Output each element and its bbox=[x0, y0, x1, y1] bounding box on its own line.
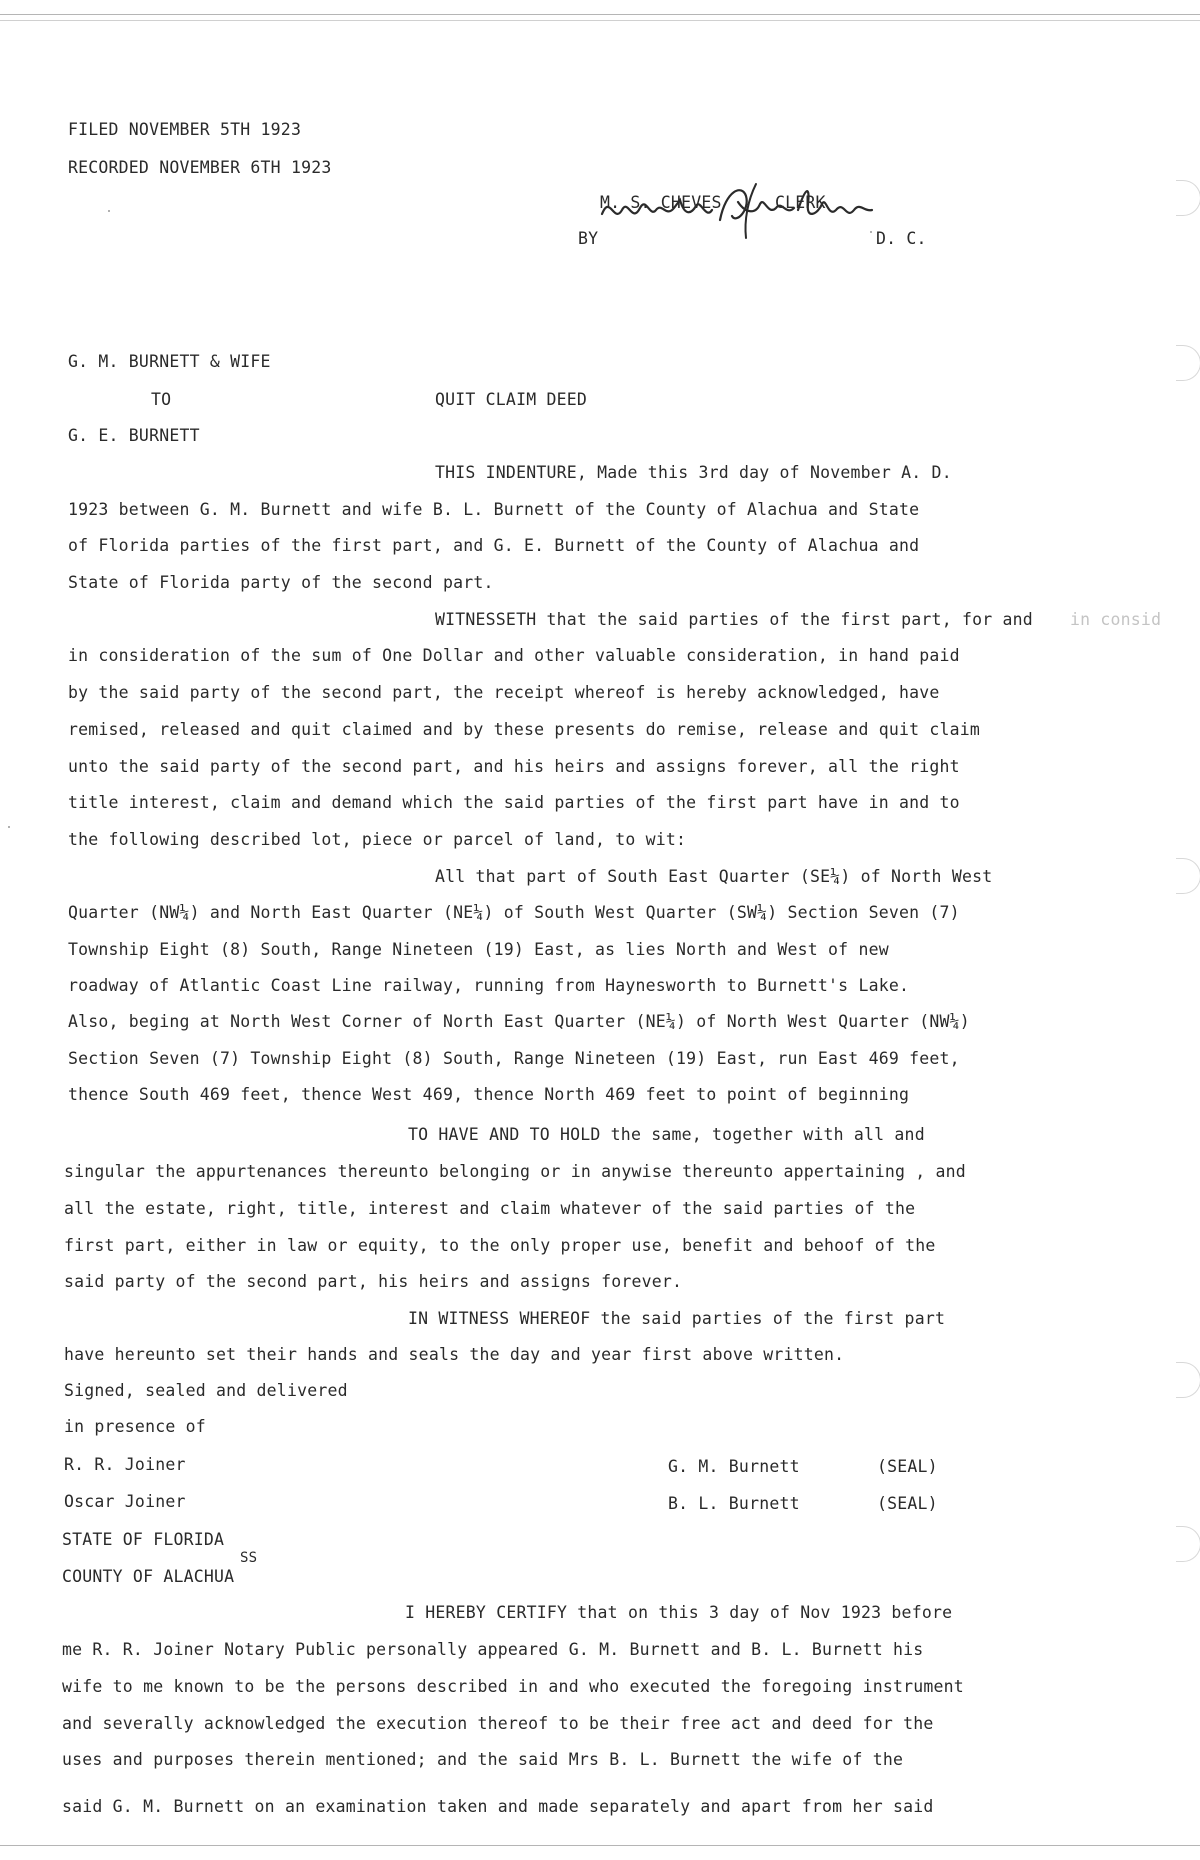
body-line: in consideration of the sum of One Dollar and other valuable consideration, in hand paid bbox=[68, 646, 960, 665]
body-line: of Florida parties of the first part, and G. E. Burnett of the County of Alachua and bbox=[68, 536, 920, 555]
in-presence: in presence of bbox=[64, 1417, 206, 1436]
clerk-signature bbox=[596, 180, 886, 250]
certificate-line: me R. R. Joiner Notary Public personally appeared G. M. Burnett and B. L. Burnett his bbox=[62, 1640, 924, 1659]
body-line: Quarter (NW¼) and North East Quarter (NE¼) of South West Quarter (SW¼) Section Seven (7) bbox=[68, 903, 960, 922]
body-line: Section Seven (7) Township Eight (8) South, Range Nineteen (19) East, run East 469 feet, bbox=[68, 1049, 960, 1068]
seal-label: (SEAL) bbox=[877, 1494, 938, 1513]
body-line: All that part of South East Quarter (SE¼) of North West bbox=[435, 867, 993, 886]
body-line: TO HAVE AND TO HOLD the same, together with all and bbox=[408, 1125, 925, 1144]
punch-hole bbox=[1176, 858, 1200, 894]
body-line: have hereunto set their hands and seals the day and year first above written. bbox=[64, 1345, 845, 1364]
seal-label: (SEAL) bbox=[877, 1457, 938, 1476]
speck bbox=[108, 210, 110, 212]
certificate-line: I HEREBY CERTIFY that on this 3 day of Nov 1923 before bbox=[405, 1603, 953, 1622]
certificate-line: said G. M. Burnett on an examination taken and made separately and apart from her said bbox=[62, 1797, 934, 1816]
body-line: Township Eight (8) South, Range Nineteen (19) East, as lies North and West of new bbox=[68, 940, 889, 959]
clerk-name: M. S. CHEVES bbox=[600, 193, 722, 212]
body-line: roadway of Atlantic Coast Line railway, running from Haynesworth to Burnett's Lake. bbox=[68, 976, 910, 995]
punch-hole bbox=[1176, 1362, 1200, 1398]
top-rule bbox=[0, 14, 1200, 15]
certificate-line: and severally acknowledged the execution thereof to be their free act and deed for the bbox=[62, 1714, 934, 1733]
punch-hole bbox=[1176, 180, 1200, 216]
grantor: G. M. BURNETT & WIFE bbox=[68, 352, 271, 371]
deed-type: QUIT CLAIM DEED bbox=[435, 390, 588, 409]
body-line: Also, beging at North West Corner of North East Quarter (NE¼) of North West Quarter (NW¼) bbox=[68, 1012, 970, 1031]
speck bbox=[8, 826, 10, 828]
body-line: first part, either in law or equity, to the only proper use, benefit and behoof of the bbox=[64, 1236, 936, 1255]
certificate-line: wife to me known to be the persons described in and who executed the foregoing instrument bbox=[62, 1677, 964, 1696]
clerk-title: CLERK bbox=[775, 193, 826, 212]
signer-name: G. M. Burnett bbox=[668, 1457, 800, 1476]
body-line: IN WITNESS WHEREOF the said parties of the first part bbox=[408, 1309, 946, 1328]
body-line: remised, released and quit claimed and by these presents do remise, release and quit claim bbox=[68, 720, 981, 739]
filed-date: FILED NOVEMBER 5TH 1923 bbox=[68, 120, 302, 139]
body-line: State of Florida party of the second part. bbox=[68, 573, 494, 592]
body-line: title interest, claim and demand which the said parties of the first part have in and to bbox=[68, 793, 960, 812]
body-line: thence South 469 feet, thence West 469, thence North 469 feet to point of beginning bbox=[68, 1085, 910, 1104]
body-line: WITNESSETH that the said parties of the first part, for and bbox=[435, 610, 1033, 629]
by-label: BY bbox=[578, 229, 599, 248]
witness-name: R. R. Joiner bbox=[64, 1455, 186, 1474]
top-rule-2 bbox=[0, 20, 1200, 21]
dc-label: D. C. bbox=[876, 229, 927, 248]
recorded-date: RECORDED NOVEMBER 6TH 1923 bbox=[68, 158, 332, 177]
body-line: singular the appurtenances thereunto belonging or in anywise thereunto appertaining , and bbox=[64, 1162, 966, 1181]
to-label: TO bbox=[151, 390, 172, 409]
punch-hole bbox=[1176, 345, 1200, 381]
punch-hole bbox=[1176, 1526, 1200, 1562]
signed-sealed: Signed, sealed and delivered bbox=[64, 1381, 348, 1400]
faint-text: in consid bbox=[1070, 610, 1162, 629]
venue-state: STATE OF FLORIDA bbox=[62, 1530, 225, 1549]
body-line: by the said party of the second part, the receipt whereof is hereby acknowledged, have bbox=[68, 683, 940, 702]
grantee: G. E. BURNETT bbox=[68, 426, 200, 445]
venue-ss: SS bbox=[240, 1550, 258, 1566]
witness-name: Oscar Joiner bbox=[64, 1492, 186, 1511]
body-line: all the estate, right, title, interest and claim whatever of the said parties of the bbox=[64, 1199, 916, 1218]
body-line: 1923 between G. M. Burnett and wife B. L. Burnett of the County of Alachua and State bbox=[68, 500, 920, 519]
body-line: the following described lot, piece or parcel of land, to wit: bbox=[68, 830, 687, 849]
certificate-line: uses and purposes therein mentioned; and the said Mrs B. L. Burnett the wife of the bbox=[62, 1750, 904, 1769]
body-line: THIS INDENTURE, Made this 3rd day of November A. D. bbox=[435, 463, 952, 482]
bottom-rule bbox=[0, 1845, 1200, 1846]
venue-county: COUNTY OF ALACHUA bbox=[62, 1567, 235, 1586]
body-line: unto the said party of the second part, and his heirs and assigns forever, all the right bbox=[68, 757, 960, 776]
body-line: said party of the second part, his heirs and assigns forever. bbox=[64, 1272, 683, 1291]
signer-name: B. L. Burnett bbox=[668, 1494, 800, 1513]
